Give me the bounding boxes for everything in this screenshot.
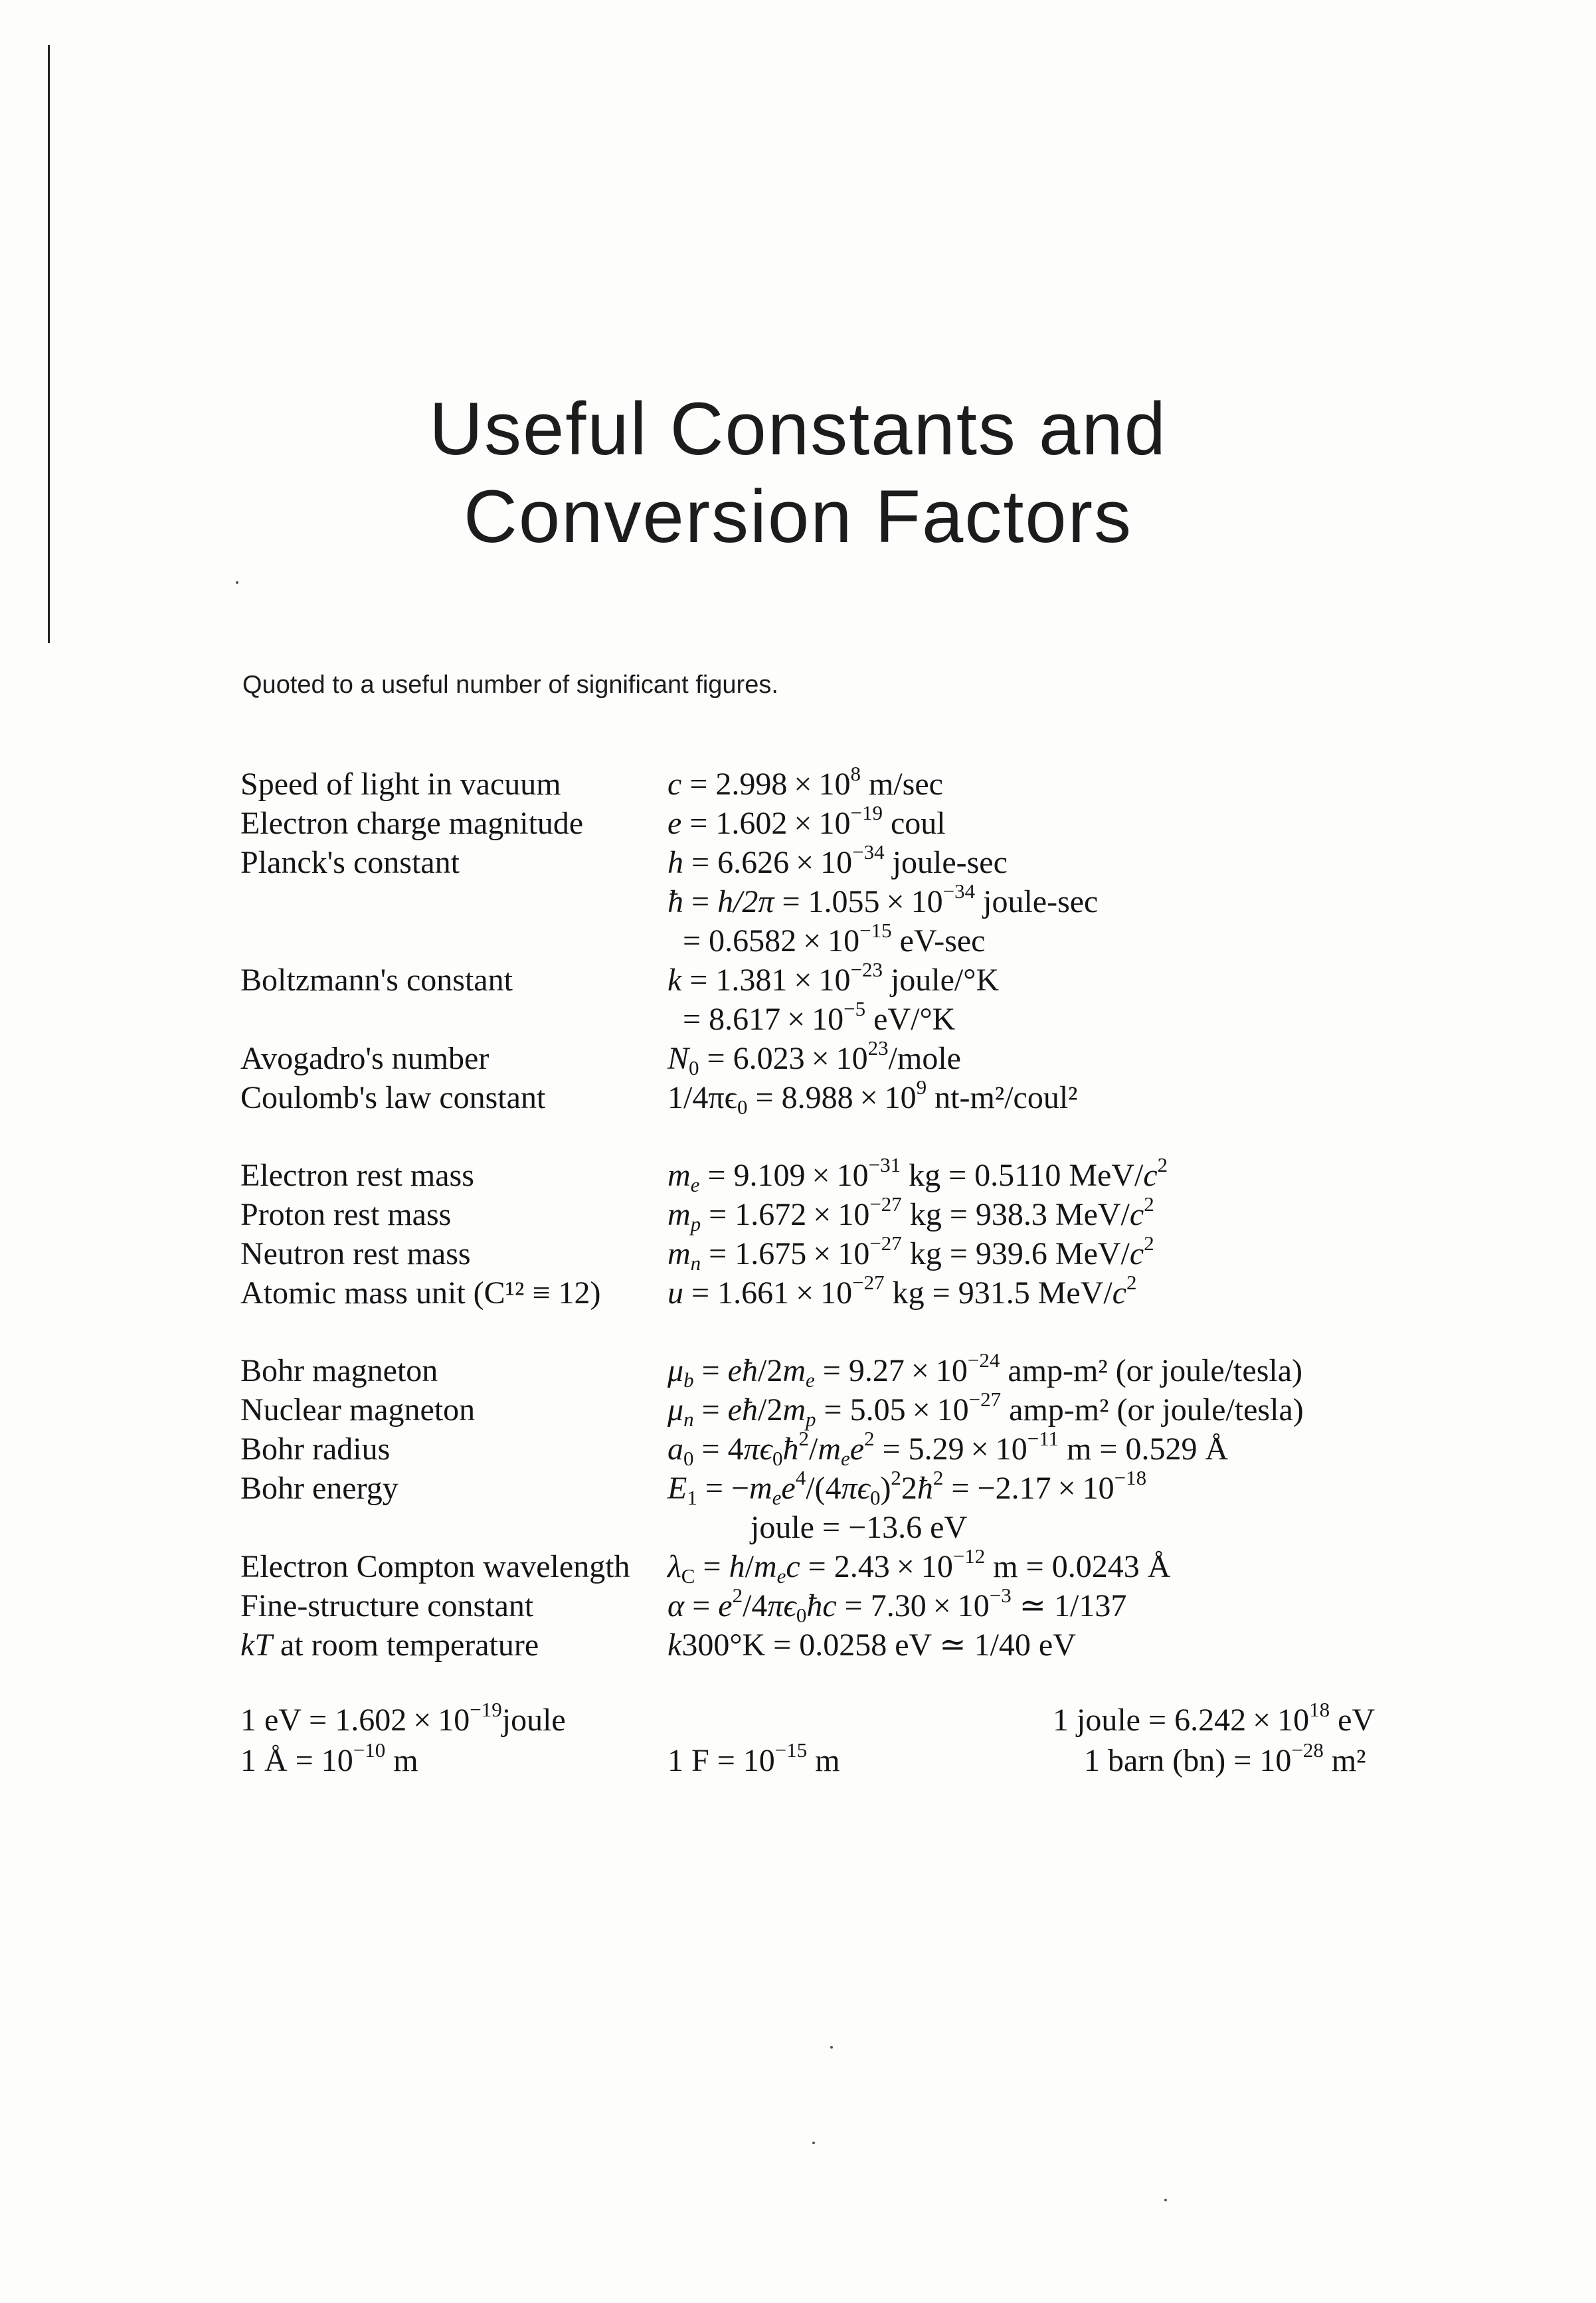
conversion-barn: 1 barn $(bn) = 10^{-28}$ m² [1084, 1738, 1366, 1778]
constant-row-electron-mass: Electron rest mass $m_e = 9.109 \times 10^{-31}$ kg = 0.5110 MeV/$c^2$ [240, 1153, 1168, 1196]
constant-row-bohr-energy-cont: joule = −13.6 eV [751, 1510, 968, 1545]
constant-row-compton-wavelength: Electron Compton wavelength $\lambda_C = h/m_ec = 2.43 \times 10^{-12}$ m = 0.0243 Å [240, 1544, 1171, 1588]
constant-row-bohr-magneton: Bohr magneton $\mu_b$ = $eħ/2m_e = 9.27 \times 10^{-24}$ amp-m² (or joule/tesla) [240, 1348, 1302, 1392]
constant-row-fine-structure: Fine-structure constant $\alpha = e^2/4\pi\epsilon_0ħc = 7.30 \times 10^{-3}$ ≃ 1/137 [240, 1584, 1127, 1627]
constant-row-nuclear-magneton: Nuclear magneton $\mu_n$ = $eħ/2m_p = 5.05 \times 10^{-27}$ amp-m² (or joule/tesla) [240, 1388, 1304, 1431]
constant-row-neutron-mass: Neutron rest mass $m_n = 1.675 \times 10^{-27}$ kg = 939.6 MeV/$c^2$ [240, 1232, 1154, 1275]
subtitle: Quoted to a useful number of significant figures. [242, 671, 778, 699]
conversion-angstrom: 1 Å = $10^{-10}$ m [240, 1738, 418, 1778]
constant-row-boltzmann-ev: = $8.617 \times 10^{-5}$ eV/°K [683, 997, 956, 1037]
conversion-ev-joule: 1 eV = $1.602 \times 10^{-19}joule$ [240, 1698, 566, 1738]
constant-row-proton-mass: Proton rest mass $m_p = 1.672 \times 10^{-27}$ kg = 938.3 MeV/$c^2$ [240, 1192, 1154, 1236]
conversion-fermi: 1 $F = 10^{-15}$ m [667, 1738, 840, 1778]
title-line-1: Useful Constants and [429, 387, 1167, 471]
page-title [0, 385, 1596, 561]
constant-row-bohr-energy: Bohr energy $E_1$ = $-m_ee^4/(4\pi\epsilon_0)^22ħ^2 = -2.17 \times 10^{-18}$ [240, 1466, 1147, 1509]
scan-speck [236, 581, 238, 584]
constant-row-boltzmann: Boltzmann's constant $k = 1.381 \times 10^{-23}$ joule/°K [240, 958, 1000, 998]
constant-row-hbar-ev: = $0.6582 \times 10^{-15}$ eV-sec [683, 919, 986, 959]
constant-row-kt-room: kT at room temperature k300°K = 0.0258 eV ≃ 1/40 eV [240, 1627, 1076, 1663]
constant-row-coulomb: Coulomb's law constant $1/4\pi\epsilon_0 = 8.988 \times 10^9$ nt-m²/coul² [240, 1075, 1078, 1119]
scan-speck [830, 2046, 833, 2049]
scan-speck [1164, 2199, 1167, 2201]
constant-row-bohr-radius: Bohr radius $a_0$ = $4\pi\epsilon_0ħ^2/m_ee^2 = 5.29 \times 10^{-11}$ m = 0.529 Å [240, 1427, 1229, 1470]
scan-speck [812, 2142, 815, 2144]
constant-row-atomic-mass-unit: Atomic mass unit (C¹² ≡ 12) $u = 1.661 \times 10^{-27}$ kg = 931.5 MeV/$c^2$ [240, 1271, 1137, 1311]
constant-row-electron-charge: Electron charge magnitude $e = 1.602 \times 10^{-19}$ coul [240, 801, 946, 841]
constant-row-planck: Planck's constant $h = 6.626 \times 10^{-34}$ joule-sec [240, 840, 1008, 880]
constant-row-avogadro: Avogadro's number $N_0 = 6.023$ × $10^{23}$/mole [240, 1036, 961, 1079]
constant-row-hbar: ħ = $h/2\pi = 1.055 \times 10^{-34}$ joule-sec [667, 879, 1099, 919]
constant-row-speed-of-light: Speed of light in vacuum $c = 2.998 \times 10^8$ m/sec [240, 762, 943, 802]
title-line-2: Conversion Factors [463, 475, 1133, 559]
conversion-joule-ev: 1 joule = $6.242 \times 10^{18}$ eV [1053, 1698, 1375, 1738]
